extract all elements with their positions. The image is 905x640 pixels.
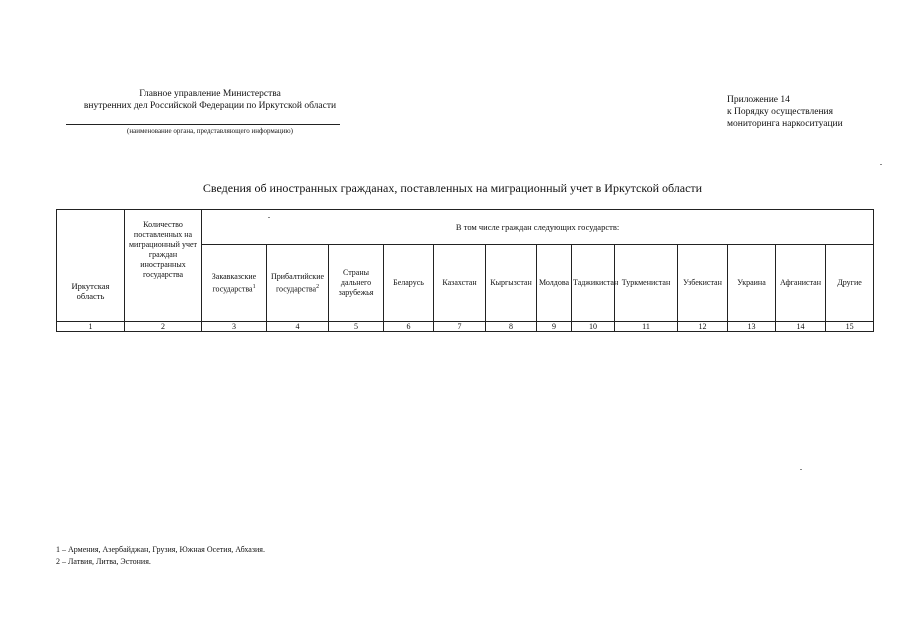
appendix-line2: к Порядку осуществления [727, 107, 833, 117]
header-kyrgyzstan: Кыргызстан [486, 245, 537, 322]
column-number: 15 [826, 322, 874, 332]
appendix-reference [727, 94, 887, 130]
column-number: 10 [572, 322, 615, 332]
table-header-row [57, 210, 874, 245]
header-moldova: Молдова [537, 245, 572, 322]
appendix-line3: мониторинга наркоситуации [727, 119, 843, 129]
header-ukraine: Украина [728, 245, 776, 322]
header-turkmenistan: Туркменистан [615, 245, 678, 322]
organization-name-line2: внутренних дел Российской Федерации по Иркутской области [83, 101, 337, 111]
footnote-2: 2 – Латвия, Литва, Эстония. [56, 557, 151, 566]
header-belarus: Беларусь [384, 245, 434, 322]
header-kazakhstan: Казахстан [434, 245, 486, 322]
document-title: Сведения об иностранных гражданах, поставленных на миграционный учет в Иркутской области [202, 181, 703, 195]
organization-name-line1: Главное управление Министерства [139, 89, 281, 99]
header-baltic: Прибалтийские государства$^2$ [267, 245, 329, 322]
appendix-line1: Приложение 14 [727, 95, 790, 105]
column-number: 7 [434, 322, 486, 332]
header-tajikistan: Таджикистан [572, 245, 615, 322]
header-registered-count: Количество поставленных на миграционный учет граждан иностранных государства [125, 210, 202, 322]
organization-underline [66, 124, 340, 125]
column-number: 2 [125, 322, 202, 332]
column-number: 5 [329, 322, 384, 332]
header-uzbekistan: Узбекистан [678, 245, 728, 322]
column-number: 14 [776, 322, 826, 332]
column-number-row [57, 322, 874, 332]
migration-table [56, 209, 874, 332]
column-number: 3 [202, 322, 267, 332]
header-countries-group: В том числе граждан следующих государств: [202, 210, 874, 245]
column-number: 4 [267, 322, 329, 332]
scan-speck [880, 164, 882, 165]
column-number: 9 [537, 322, 572, 332]
header-other: Другие [826, 245, 874, 322]
scan-speck [800, 469, 802, 470]
header-far-abroad: Страны дальнего зарубежья [329, 245, 384, 322]
column-number: 11 [615, 322, 678, 332]
organization-name [60, 88, 360, 112]
scan-speck [268, 217, 270, 218]
organization-caption: (наименование органа, представляющего информацию) [127, 127, 293, 135]
column-number: 1 [57, 322, 125, 332]
header-region: Иркутская область [57, 210, 125, 322]
header-afghanistan: Афганистан [776, 245, 826, 322]
header-transcaucasian: Закавказские государства$^1$ [202, 245, 267, 322]
column-number: 8 [486, 322, 537, 332]
column-number: 6 [384, 322, 434, 332]
footnotes [56, 544, 265, 568]
column-number: 13 [728, 322, 776, 332]
footnote-1: 1 – Армения, Азербайджан, Грузия, Южная Осетия, Абхазия. [56, 545, 265, 554]
column-number: 12 [678, 322, 728, 332]
migration-table-wrapper [56, 209, 873, 332]
